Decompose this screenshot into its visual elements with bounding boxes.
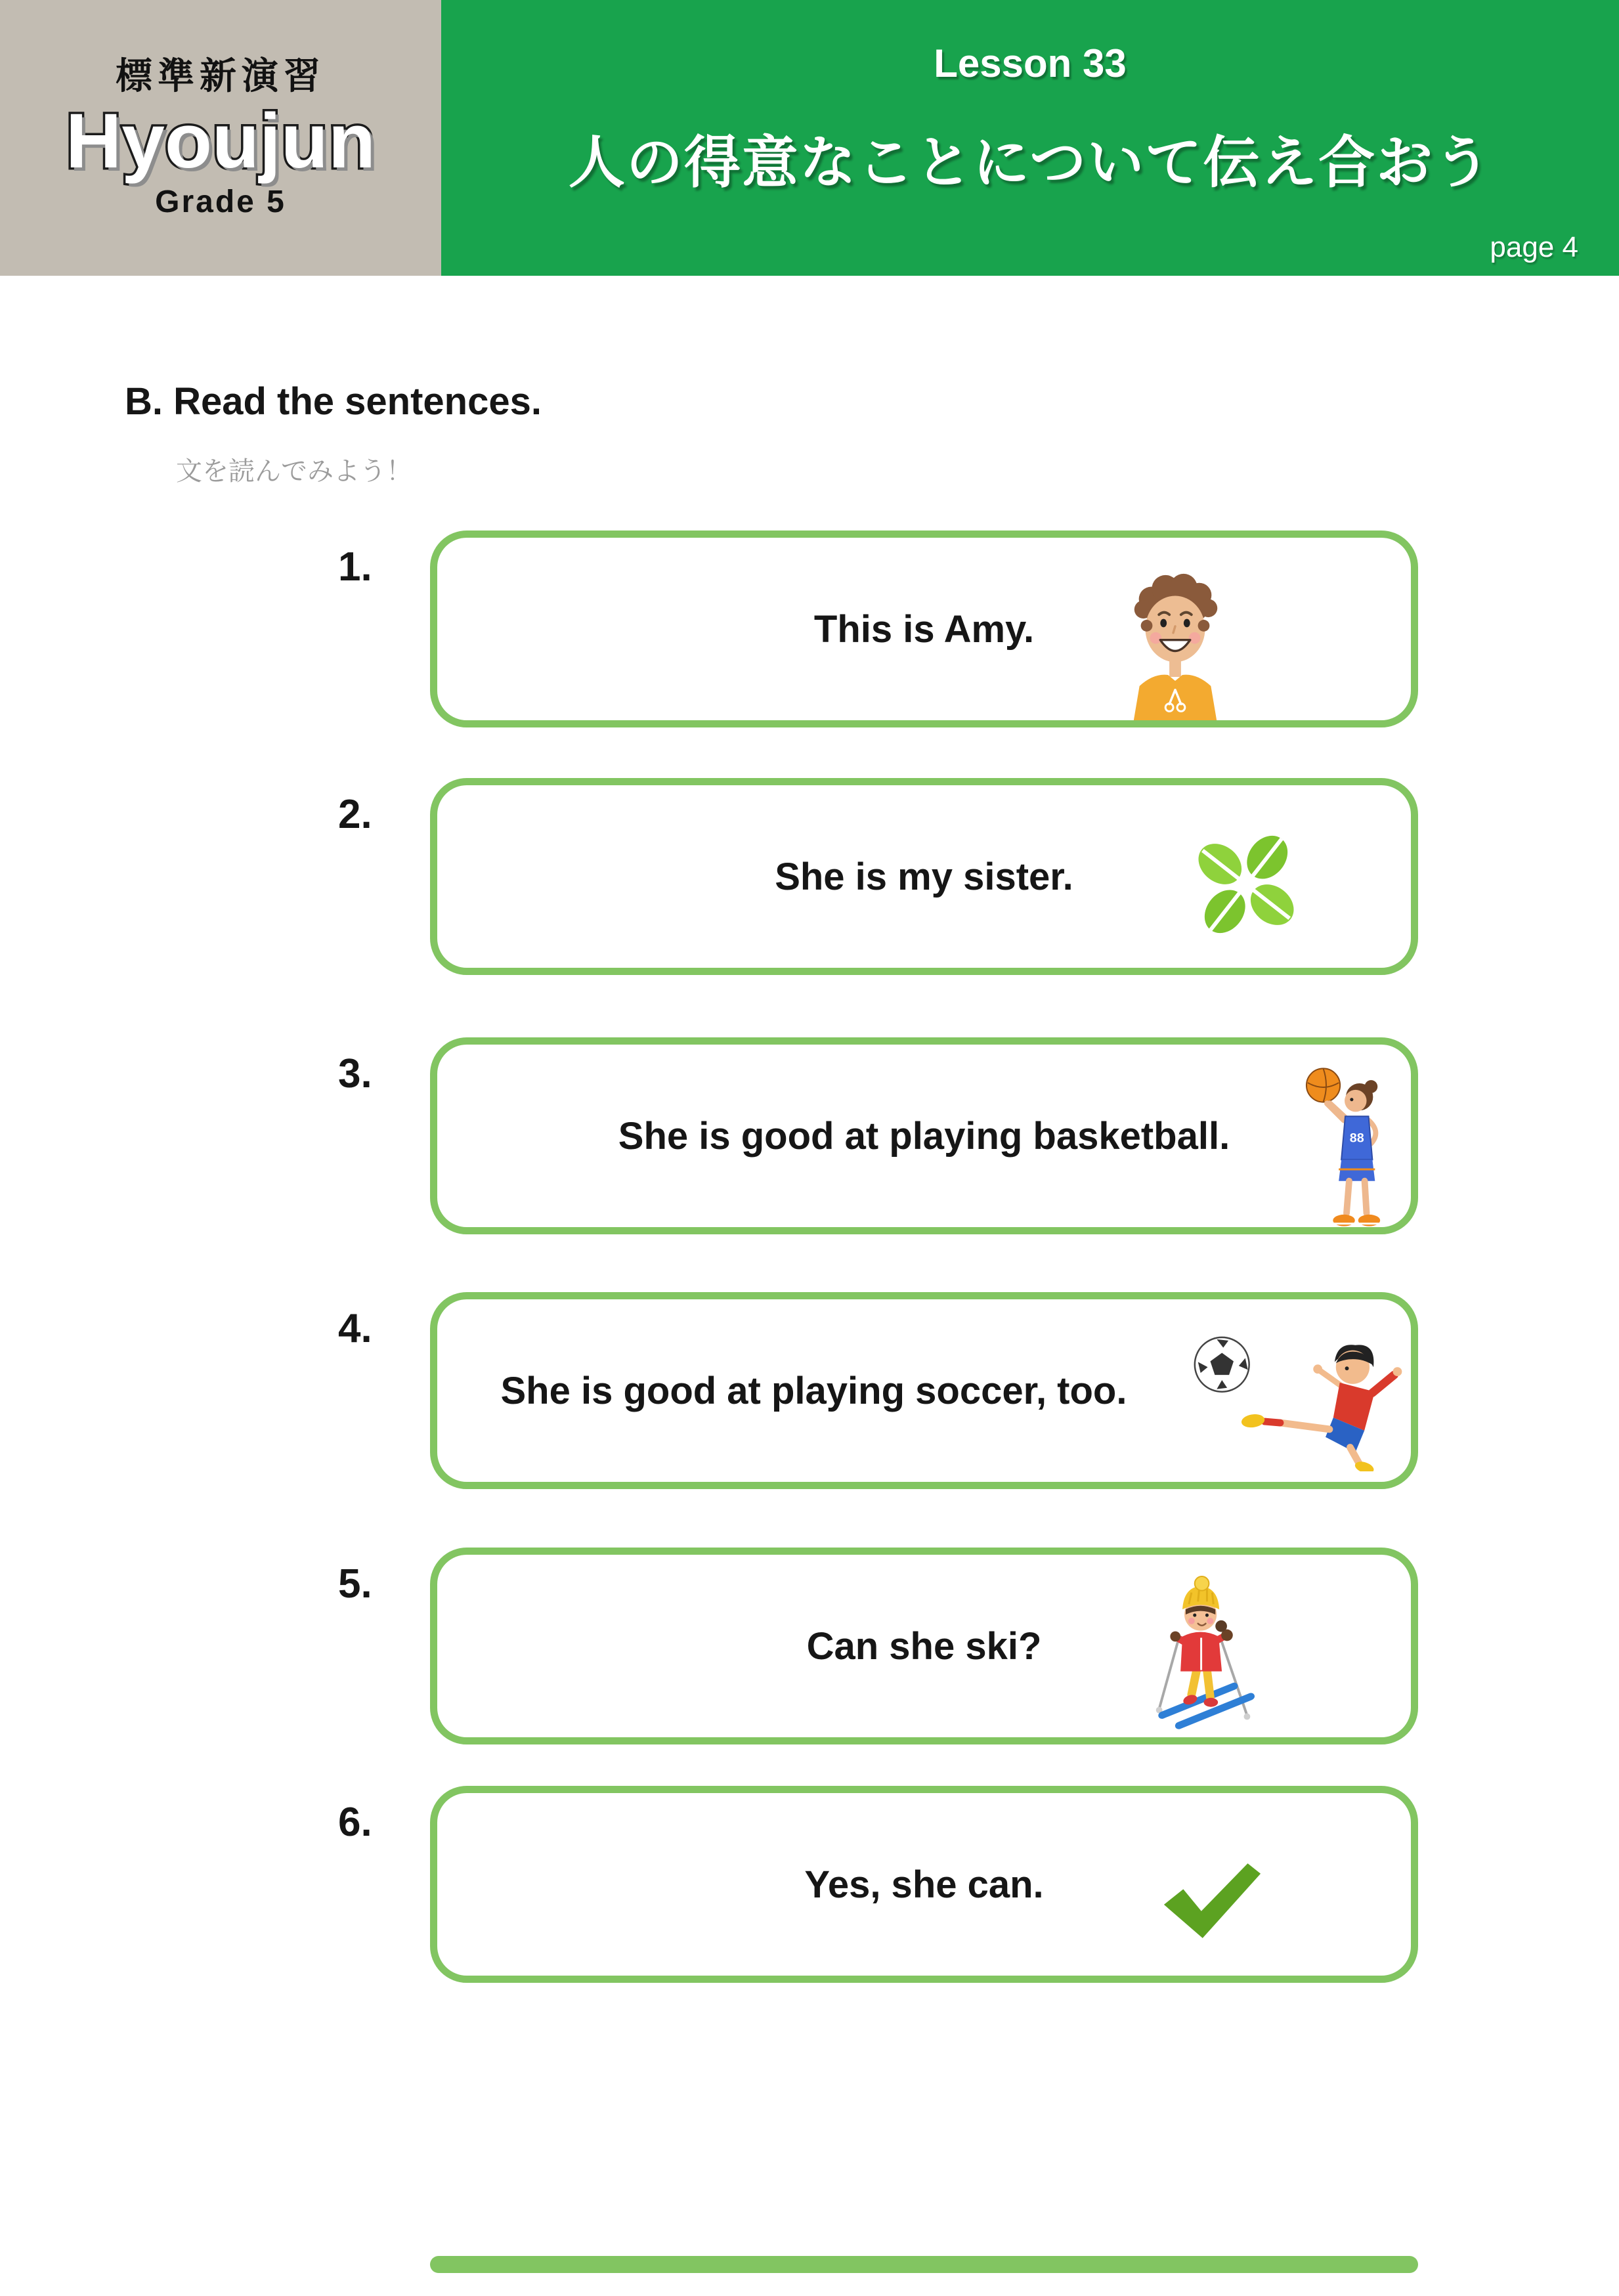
- sentence-text: This is Amy.: [813, 607, 1035, 651]
- sentence-box-3: [430, 1037, 1418, 1234]
- sentence-text: She is my sister.: [775, 855, 1073, 898]
- logo-series-title: 標準新演習: [116, 55, 326, 97]
- page-number: page 4: [1490, 231, 1578, 263]
- section-heading: B. Read the sentences.: [125, 380, 542, 423]
- header-band: [0, 0, 1619, 276]
- item-number: 5.: [338, 1561, 372, 1607]
- item-number: 1.: [338, 544, 372, 590]
- section-subheading-japanese: 文を読んでみよう！: [176, 457, 412, 486]
- sentence-text: Can she ski?: [806, 1624, 1042, 1668]
- basketball-player-illustration: [1304, 1066, 1388, 1231]
- sentence-box-4: [430, 1292, 1418, 1489]
- sentence-box-5: [430, 1548, 1418, 1744]
- logo-brand-name: Hyoujun: [66, 98, 376, 185]
- child-portrait-illustration: [1120, 564, 1230, 727]
- soccer-player-illustration: [1186, 1332, 1418, 1471]
- sentence-box-6: [430, 1786, 1418, 1983]
- item-number: 3.: [338, 1051, 372, 1096]
- item-number: 6.: [338, 1800, 372, 1845]
- publisher-logo: [0, 0, 441, 276]
- sentence-text: She is good at playing basketball.: [618, 1114, 1230, 1158]
- skier-illustration: [1145, 1574, 1264, 1736]
- sentence-box-2: [430, 778, 1418, 975]
- item-number: 4.: [338, 1306, 372, 1351]
- green-checkmark-icon: [1160, 1862, 1263, 1939]
- sentence-box-1: [430, 531, 1418, 727]
- logo-grade-label: Grade 5: [155, 184, 286, 219]
- sentence-text: She is good at playing soccer, too.: [500, 1369, 1127, 1412]
- four-leaf-clover-illustration: [1191, 823, 1301, 945]
- lesson-label: Lesson 33: [934, 41, 1127, 85]
- item-number: 2.: [338, 792, 372, 837]
- page-bottom-divider: [430, 2256, 1418, 2273]
- page-title: 人の得意なことについて伝え合おう: [568, 131, 1492, 194]
- sentence-text: Yes, she can.: [804, 1863, 1044, 1906]
- jersey-number: 88: [1349, 1131, 1364, 1146]
